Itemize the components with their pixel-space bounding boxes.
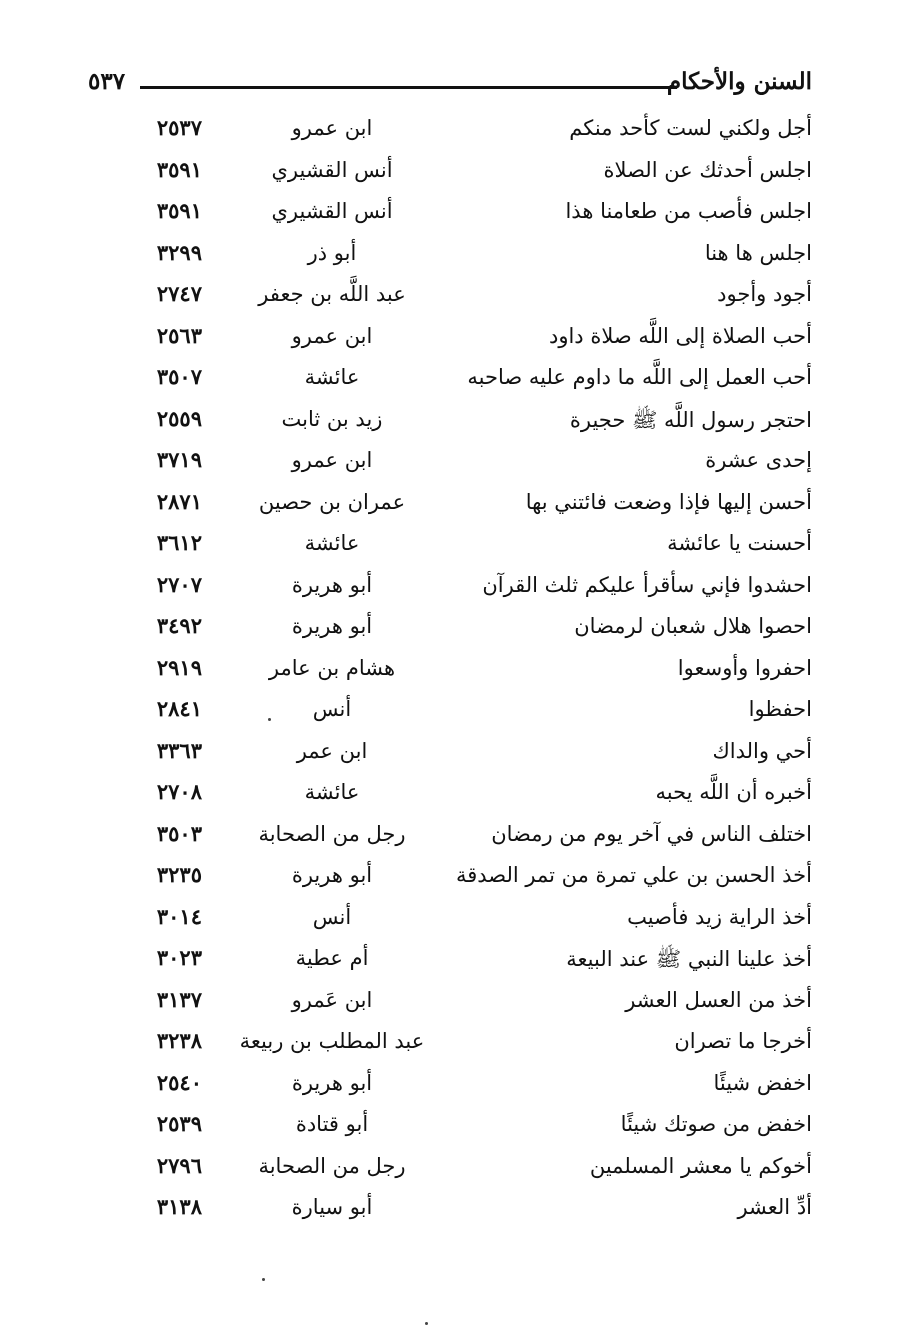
- hadith-number: ٢٥٥٩: [156, 405, 202, 431]
- hadith-phrase: أخرجا ما تصران: [674, 1029, 812, 1053]
- narrator-name: أبو ذر: [307, 240, 357, 265]
- narrator-name: أنس القشيري: [271, 157, 393, 182]
- narrator-name: أبو هريرة: [291, 863, 373, 887]
- hadith-phrase: أخوكم يا معشر المسلمين: [589, 1153, 812, 1178]
- print-speck: [268, 718, 271, 721]
- hadith-number: ٣١٣٧: [156, 986, 202, 1012]
- narrator-name: ابن عمر: [296, 738, 368, 763]
- hadith-number: ٣٠٢٣: [156, 945, 202, 970]
- index-row: [0, 403, 917, 445]
- index-row: [0, 1150, 917, 1192]
- hadith-number: ٢٧٤٧: [156, 281, 202, 306]
- hadith-phrase: احشدوا فإني سأقرأ عليكم ثلث القرآن: [482, 572, 812, 597]
- narrator-name: هشام بن عامر: [268, 655, 396, 680]
- index-row: [0, 527, 917, 569]
- hadith-phrase: أخذ علينا النبي ﷺ عند البيعة: [566, 947, 812, 971]
- index-row: [0, 154, 917, 196]
- hadith-number: ٢٧٩٦: [156, 1152, 202, 1178]
- index-row: [0, 195, 917, 237]
- narrator-name: زيد بن ثابت: [281, 406, 383, 431]
- index-row: [0, 984, 917, 1026]
- hadith-phrase: اخفض من صوتك شيئًا: [620, 1112, 812, 1136]
- index-row: [0, 1067, 917, 1109]
- hadith-phrase: اجلس فأصب من طعامنا هذا: [565, 199, 812, 223]
- index-row: [0, 320, 917, 362]
- hadith-number: ٣٧١٩: [156, 447, 202, 472]
- index-row: [0, 901, 917, 943]
- index-row: [0, 693, 917, 735]
- hadith-number: ٣٥٠٣: [156, 820, 202, 846]
- page-number: ٥٣٧: [88, 68, 126, 95]
- hadith-phrase: اجلس أحدثك عن الصلاة: [603, 157, 812, 182]
- index-row: [0, 237, 917, 279]
- index-row: [0, 569, 917, 611]
- hadith-number: ٢٥٣٧: [156, 115, 202, 140]
- page-header: [0, 60, 917, 110]
- narrator-name: أبو هريرة: [291, 614, 373, 638]
- narrator-name: عمران بن حصين: [258, 489, 406, 514]
- narrator-name: أبو قتادة: [295, 1112, 369, 1136]
- hadith-phrase: أجل ولكني لست كأحد منكم: [569, 116, 812, 140]
- index-row: [0, 610, 917, 652]
- index-row: [0, 735, 917, 777]
- hadith-phrase: أدِّ العشر: [737, 1195, 812, 1219]
- hadith-phrase: اختلف الناس في آخر يوم من رمضان: [491, 821, 812, 846]
- hadith-number: ٣٥٩١: [156, 156, 202, 182]
- hadith-phrase: أخذ من العسل العشر: [625, 987, 812, 1012]
- narrator-name: أبو سيارة: [291, 1195, 373, 1219]
- hadith-phrase: أحي والداك: [712, 738, 812, 763]
- hadith-number: ٣٢٣٥: [156, 862, 202, 887]
- hadith-phrase: أخبره أن اللَّه يحبه: [655, 780, 812, 804]
- index-row: [0, 444, 917, 486]
- hadith-phrase: أخذ الراية زيد فأصيب: [627, 904, 812, 929]
- hadith-number: ٣٢٩٩: [156, 239, 202, 265]
- hadith-number: ٢٨٧١: [156, 488, 202, 514]
- narrator-name: أنس القشيري: [271, 199, 393, 223]
- narrator-name: أنس: [312, 697, 352, 721]
- index-table: [0, 112, 917, 1233]
- narrator-name: أنس: [312, 904, 352, 929]
- hadith-number: ٣٢٣٨: [156, 1028, 202, 1053]
- header-rule: [140, 86, 677, 89]
- narrator-name: ابن عَمرو: [291, 987, 373, 1012]
- hadith-phrase: أخذ الحسن بن علي تمرة من تمر الصدقة: [455, 863, 812, 887]
- index-row: [0, 1108, 917, 1150]
- hadith-phrase: أحسنت يا عائشة: [667, 531, 812, 555]
- hadith-phrase: احصوا هلال شعبان لرمضان: [574, 614, 812, 638]
- narrator-name: عائشة: [304, 531, 360, 555]
- print-speck: [425, 1322, 428, 1325]
- print-speck: [262, 1278, 265, 1281]
- narrator-name: ابن عمرو: [291, 116, 373, 140]
- index-row: [0, 1025, 917, 1067]
- hadith-phrase: أجود وأجود: [717, 282, 812, 306]
- hadith-number: ٢٥٦٣: [156, 322, 202, 348]
- hadith-number: ٣٥٠٧: [156, 364, 202, 389]
- index-row: [0, 1191, 917, 1233]
- narrator-name: رجل من الصحابة: [258, 821, 406, 846]
- index-row: [0, 818, 917, 860]
- hadith-number: ٣٠١٤: [156, 903, 202, 929]
- narrator-name: ابن عمرو: [291, 448, 373, 472]
- hadith-phrase: إحدى عشرة: [705, 448, 812, 472]
- hadith-phrase: أحسن إليها فإذا وضعت فائتني بها: [525, 489, 812, 514]
- index-row: [0, 942, 917, 984]
- hadith-phrase: اخفض شيئًا: [713, 1070, 812, 1095]
- hadith-phrase: اجلس ها هنا: [704, 240, 812, 265]
- index-row: [0, 486, 917, 528]
- narrator-name: أم عطية: [295, 946, 369, 970]
- hadith-number: ٣١٣٨: [156, 1194, 202, 1219]
- hadith-phrase: احفروا وأوسعوا: [677, 655, 812, 680]
- index-row: [0, 859, 917, 901]
- index-row: [0, 652, 917, 694]
- hadith-number: ٢٥٣٩: [156, 1111, 202, 1136]
- narrator-name: عبد المطلب بن ربيعة: [239, 1029, 425, 1053]
- hadith-phrase: احفظوا: [748, 697, 812, 721]
- hadith-number: ٣٥٩١: [156, 198, 202, 223]
- narrator-name: ابن عمرو: [291, 323, 373, 348]
- narrator-name: أبو هريرة: [291, 572, 373, 597]
- hadith-number: ٢٩١٩: [156, 654, 202, 680]
- hadith-number: ٢٥٤٠: [156, 1069, 202, 1095]
- narrator-name: عائشة: [304, 365, 360, 389]
- narrator-name: رجل من الصحابة: [258, 1153, 406, 1178]
- hadith-phrase: أحب العمل إلى اللَّه ما داوم عليه صاحبه: [467, 365, 812, 389]
- narrator-name: أبو هريرة: [291, 1070, 373, 1095]
- index-row: [0, 361, 917, 403]
- index-row: [0, 278, 917, 320]
- hadith-number: ٢٧٠٨: [156, 779, 202, 804]
- hadith-number: ٢٨٤١: [156, 696, 202, 721]
- hadith-number: ٣٤٩٢: [156, 613, 202, 638]
- narrator-name: عبد اللَّه بن جعفر: [258, 282, 406, 306]
- narrator-name: عائشة: [304, 780, 360, 804]
- hadith-number: ٣٦١٢: [156, 530, 202, 555]
- hadith-phrase: احتجر رسول اللَّه ﷺ حجيرة: [569, 407, 812, 432]
- index-row: [0, 776, 917, 818]
- index-row: [0, 112, 917, 154]
- hadith-phrase: أحب الصلاة إلى اللَّه صلاة داود: [548, 323, 812, 348]
- running-head-title: السنن والأحكام: [666, 68, 812, 95]
- hadith-number: ٣٣٦٣: [156, 737, 202, 763]
- hadith-number: ٢٧٠٧: [156, 571, 202, 597]
